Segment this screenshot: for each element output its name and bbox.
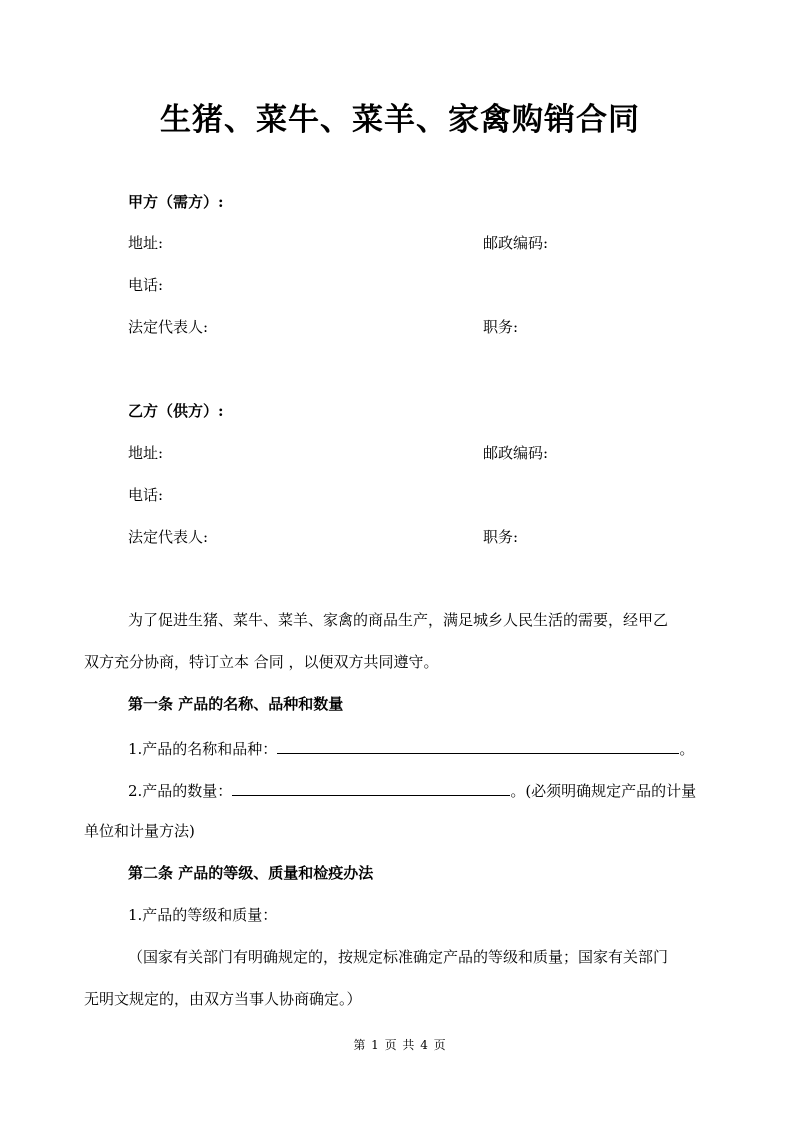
article-1-item-1-end: 。 [679,740,695,758]
party-b-address-label: 地址: [128,444,164,462]
party-b-phone-label: 电话: [128,486,164,504]
party-a-phone-label: 电话: [128,276,164,294]
article-1-heading: 第一条 产品的名称、品种和数量 [128,695,344,713]
preamble-line-1: 为了促进生猪、菜牛、菜羊、家禽的商品生产，满足城乡人民生活的需要，经甲乙 [128,611,669,629]
party-b-legal-rep-label: 法定代表人: [128,528,209,546]
party-a-legal-rep-label: 法定代表人: [128,318,209,336]
party-b-postcode-label: 邮政编码: [483,444,549,462]
article-1-item-2-label: 2.产品的数量： [128,782,233,800]
document-title: 生猪、菜牛、菜羊、家禽购销合同 [160,102,640,138]
product-quantity-fill-line[interactable] [232,779,510,796]
article-1-item-1 [128,737,694,759]
article-1-item-2 [128,779,696,801]
article-2-item-1-label: 1.产品的等级和质量： [128,906,278,924]
product-name-fill-line[interactable] [277,737,679,754]
preamble-line-2: 双方充分协商，特订立本 合同 ，以便双方共同遵守。 [84,653,439,671]
page-footer: 第 1 页 共 4 页 [353,1038,447,1052]
article-1-item-2-end: 。(必须明确规定产品的计量 [510,782,697,800]
party-a-postcode-label: 邮政编码: [483,234,549,252]
party-b-heading: 乙方（供方）: [128,402,224,420]
party-b-position-label: 职务: [483,528,519,546]
article-2-note-line-2: 无明文规定的，由双方当事人协商确定。） [84,990,362,1008]
party-a-position-label: 职务: [483,318,519,336]
article-1-item-2-cont: 单位和计量方法) [84,822,195,840]
article-2-heading: 第二条 产品的等级、质量和检疫办法 [128,864,374,882]
article-2-note-line-1: （国家有关部门有明确规定的，按规定标准确定产品的等级和质量；国家有关部门 [128,948,669,966]
article-1-item-1-label: 1.产品的名称和品种： [128,740,278,758]
party-a-heading: 甲方（需方）: [128,193,224,211]
party-a-address-label: 地址: [128,234,164,252]
